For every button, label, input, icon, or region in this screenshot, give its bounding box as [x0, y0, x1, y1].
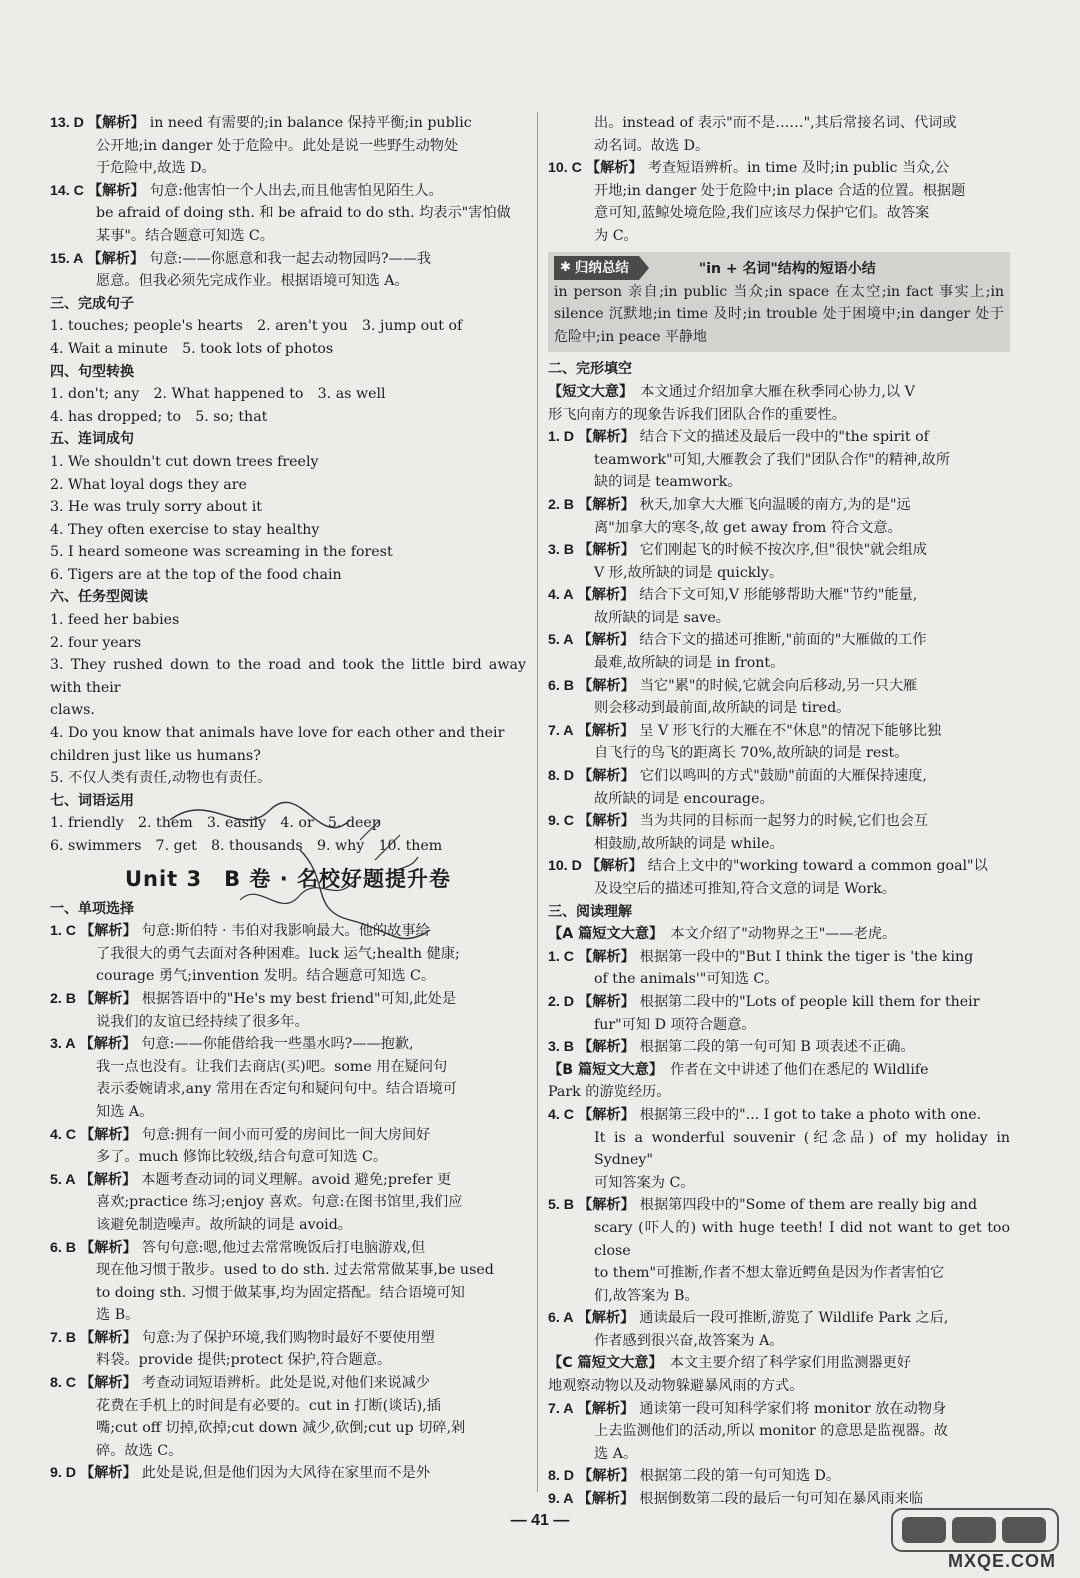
- item-continuation: V 形,故所缺的词是 quickly。: [594, 564, 784, 581]
- item-number: 9. C: [548, 813, 575, 830]
- analysis-tag: 【解析】: [578, 768, 635, 785]
- item-continuation: 缺的词是 teamwork。: [594, 474, 742, 491]
- answer-item: [548, 584, 1010, 607]
- answer-item: [50, 988, 526, 1011]
- item-continuation: scary (吓人的) with huge teeth! I did not want to get too close: [594, 1219, 1010, 1259]
- item-number: 7. A: [548, 1400, 574, 1417]
- analysis-tag: 【解析】: [87, 182, 145, 199]
- item-number: 9. A: [548, 1491, 574, 1508]
- passage-summary-label: 【短文大意】: [548, 383, 627, 400]
- answer-line: 3. They rushed down to the road and took the little bird away with their: [50, 657, 526, 696]
- answer-item: [50, 248, 526, 271]
- item-text: 句意:斯伯特 · 韦伯对我影响最大。他的故事给: [141, 923, 430, 940]
- item-continuation: 嘴;cut off 切掉,砍掉;cut down 减少,砍倒;cut up 切碎,剁: [96, 1420, 466, 1437]
- analysis-tag: 【解析】: [585, 160, 643, 177]
- passage-summary: [548, 923, 1010, 946]
- item-number: 8. D: [548, 768, 575, 785]
- answer-item: [548, 1307, 1010, 1330]
- item-continuation: 作者感到很兴奋,故答案为 A。: [594, 1332, 784, 1349]
- item-text: 当它"累"的时候,它就会向后移动,另一只大雁: [639, 677, 918, 694]
- item-continuation: 知选 A。: [96, 1103, 154, 1120]
- analysis-tag: 【解析】: [578, 542, 635, 559]
- item-continuation: of the animals'"可知选 C。: [594, 971, 779, 988]
- handwritten-scribble: [150, 780, 470, 980]
- item-number: 10. D: [548, 858, 582, 875]
- item-text: 此处是说,但是他们因为大风待在家里而不是外: [141, 1465, 431, 1482]
- watermark-url: MXQE.COM: [947, 1551, 1056, 1571]
- analysis-tag: 【解析】: [577, 722, 635, 739]
- answer-item: [548, 720, 1010, 743]
- answer-line: 1. don't; any 2. What happened to 3. as well: [50, 386, 386, 403]
- analysis-tag: 【解析】: [79, 1036, 137, 1053]
- item-continuation: 动名词。故选 D。: [594, 137, 710, 154]
- passage-summary-label: 【B 篇短文大意】: [548, 1061, 656, 1078]
- item-continuation: 多了。much 修饰比较级,结合句意可知选 C。: [96, 1149, 388, 1166]
- item-continuation: 喜欢;practice 练习;enjoy 喜欢。句意:在图书馆里,我们应: [96, 1194, 463, 1211]
- item-text: 结合上文中的"working toward a common goal"以: [647, 858, 988, 875]
- answer-item: [50, 1327, 526, 1350]
- watermark-logo: [890, 1505, 1060, 1555]
- analysis-tag: 【解析】: [80, 1126, 137, 1143]
- answer-item: [548, 494, 1010, 517]
- answer-item: [50, 112, 526, 135]
- item-continuation: 相鼓励,故所缺的词是 while。: [594, 835, 784, 852]
- item-text: 呈 V 形飞行的大雁在不"休息"的情况下能够比独: [639, 722, 942, 739]
- item-number: 10. C: [548, 160, 582, 177]
- summary-badge: [554, 256, 639, 280]
- item-number: 3. A: [50, 1036, 76, 1053]
- item-text: 它们刚起飞的时候不按次序,但"很快"就会组成: [639, 542, 927, 559]
- answer-line: claws.: [50, 702, 95, 719]
- analysis-tag: 【解析】: [578, 813, 635, 830]
- analysis-tag: 【解析】: [577, 1491, 635, 1508]
- item-continuation: 花费在手机上的时间是有必要的。cut in 打断(谈话),插: [96, 1397, 441, 1414]
- answer-item: [548, 1104, 1010, 1127]
- item-continuation: 某事"。结合题意可知选 C。: [96, 227, 274, 244]
- item-text: in need 有需要的;in balance 保持平衡;in public: [149, 115, 472, 131]
- item-continuation: 出。instead of 表示"而不是……",其后常接名词、代词或: [594, 115, 957, 131]
- item-continuation: 故所缺的词是 encourage。: [594, 790, 774, 807]
- item-continuation: 选 B。: [96, 1307, 140, 1324]
- answer-line: 6. swimmers 7. get 8. thousands 9. why 10. them: [50, 838, 443, 854]
- answer-line: 5. 不仅人类有责任,动物也有责任。: [50, 770, 272, 787]
- answer-line: 1. feed her babies: [50, 612, 180, 629]
- item-text: 根据第二段的第一句可知选 D。: [639, 1468, 841, 1485]
- item-continuation: 上去监测他们的活动,所以 monitor 的意思是监视器。故: [594, 1423, 948, 1440]
- analysis-tag: 【解析】: [80, 1329, 137, 1346]
- analysis-tag: 【解析】: [577, 1310, 635, 1327]
- item-continuation: 及设空后的描述可推知,符合文意的词是 Work。: [594, 881, 896, 897]
- item-text: 秋天,加拿大大雁飞向温暖的南方,为的是"远: [639, 496, 911, 513]
- item-text: 根据第二段中的"Lots of people kill them for their: [639, 993, 980, 1010]
- item-number: 3. B: [548, 542, 575, 559]
- passage-summary-text: 本文主要介绍了科学家们用监测器更好: [669, 1355, 911, 1372]
- item-number: 2. B: [50, 990, 77, 1007]
- analysis-tag: 【解析】: [87, 115, 145, 131]
- section-heading: 四、句型转换: [50, 363, 134, 380]
- item-number: 4. C: [548, 1106, 575, 1123]
- answer-line: 1. friendly 2. them 3. easily 4. or 5. deep: [50, 815, 381, 832]
- answer-line: 4. Do you know that animals have love for each other and their: [50, 725, 505, 742]
- analysis-tag: 【解析】: [578, 948, 635, 965]
- item-number: 5. B: [548, 1197, 575, 1214]
- item-text: 根据第三段中的"... I got to take a photo with one.: [639, 1106, 982, 1123]
- item-text: 结合下文的描述可推断,"前面的"大雁做的工作: [639, 632, 927, 649]
- passage-summary-text: 本文介绍了"动物界之王"——老虎。: [670, 926, 897, 943]
- right-column: [548, 112, 1010, 1511]
- answer-item: [548, 1036, 1010, 1059]
- answer-line: 4. has dropped; to 5. so; that: [50, 408, 268, 425]
- item-continuation: fur"可知 D 项符合题意。: [594, 1016, 756, 1033]
- answer-item: [548, 855, 1010, 878]
- item-number: 14. C: [50, 182, 84, 199]
- item-text: 句意:——你愿意和我一起去动物园吗?——我: [149, 250, 432, 267]
- answer-item: [548, 426, 1010, 449]
- item-text: 句意:他害怕一个人出去,而且他害怕见陌生人。: [149, 182, 443, 199]
- answer-item: [548, 629, 1010, 652]
- answer-item: [548, 539, 1010, 562]
- answer-line: 2. What loyal dogs they are: [50, 476, 247, 493]
- item-continuation: 为 C。: [594, 227, 638, 244]
- answer-line: Park 的游览经历。: [548, 1084, 671, 1101]
- passage-summary-label: 【C 篇短文大意】: [548, 1355, 656, 1372]
- item-continuation: 现在他习惯于散步。used to do sth. 过去常常做某事,be used: [96, 1262, 494, 1279]
- answer-item: [548, 1194, 1010, 1217]
- passage-summary: [548, 381, 1010, 404]
- item-text: 根据答语中的"He's my best friend"可知,此处是: [141, 990, 457, 1007]
- answer-item: [548, 1465, 1010, 1488]
- answer-item: [50, 1372, 526, 1395]
- item-continuation: 愿意。但我必须先完成作业。根据语境可知选 A。: [96, 273, 409, 290]
- answer-item: [50, 1033, 526, 1056]
- item-text: 通读最后一段可推断,游览了 Wildlife Park 之后,: [639, 1310, 949, 1327]
- item-text: 根据倒数第二段的最后一句可知在暴风雨来临: [639, 1491, 924, 1508]
- analysis-tag: 【解析】: [80, 990, 137, 1007]
- item-continuation: 离"加拿大的寒冬,故 get away from 符合文意。: [594, 519, 902, 536]
- item-number: 4. A: [548, 587, 574, 604]
- analysis-tag: 【解析】: [80, 923, 137, 940]
- answer-item: [548, 1398, 1010, 1421]
- item-number: 1. D: [548, 429, 575, 446]
- summary-box: [548, 252, 1010, 353]
- item-number: 7. A: [548, 722, 574, 739]
- passage-summary: [548, 1059, 1010, 1082]
- answer-item: [50, 1237, 526, 1260]
- analysis-tag: 【解析】: [578, 993, 635, 1010]
- item-text: 它们以鸣叫的方式"鼓励"前面的大雁保持速度,: [639, 768, 927, 785]
- watermark: [890, 1505, 1060, 1573]
- item-number: 9. D: [50, 1465, 77, 1482]
- item-number: 8. C: [50, 1375, 77, 1392]
- item-text: 通读第一段可知科学家们将 monitor 放在动物身: [639, 1400, 947, 1417]
- item-text: 结合下文可知,V 形能够帮助大雁"节约"能量,: [639, 587, 918, 604]
- answer-line: children just like us humans?: [50, 747, 261, 764]
- passage-summary-text: 作者在文中讲述了他们在悉尼的 Wildlife: [670, 1061, 929, 1078]
- item-continuation: 于危险中,故选 D。: [96, 160, 216, 177]
- unit-title: Unit 3 B 卷 · 名校好题提升卷: [124, 866, 452, 891]
- summary-title: "in + 名词"结构的短语小结: [698, 260, 876, 277]
- item-number: 2. D: [548, 993, 575, 1010]
- item-number: 15. A: [50, 250, 84, 267]
- item-number: 6. A: [548, 1310, 574, 1327]
- answer-line: 4. Wait a minute 5. took lots of photos: [50, 340, 334, 357]
- analysis-tag: 【解析】: [80, 1465, 137, 1482]
- item-continuation: 料袋。provide 提供;protect 保护,符合题意。: [96, 1352, 392, 1369]
- section-heading: 七、词语运用: [50, 792, 134, 809]
- answer-item: [548, 675, 1010, 698]
- column-divider: [537, 112, 538, 1492]
- item-number: 6. B: [50, 1239, 77, 1256]
- analysis-tag: 【解析】: [80, 1239, 137, 1256]
- section-heading: 五、连词成句: [50, 431, 134, 448]
- answer-item: [50, 1169, 526, 1192]
- answer-item: [548, 765, 1010, 788]
- answer-item: [548, 991, 1010, 1014]
- answer-item: [548, 810, 1010, 833]
- item-continuation: teamwork"可知,大雁教会了我们"团队合作"的精神,故所: [594, 451, 951, 468]
- analysis-tag: 【解析】: [578, 1039, 635, 1056]
- item-text: 句意:——你能借给我一些墨水吗?——抱歉,: [141, 1036, 414, 1053]
- answer-line: 1. We shouldn't cut down trees freely: [50, 453, 319, 470]
- item-text: 考查短语辨析。in time 及时;in public 当众,公: [647, 160, 950, 177]
- item-text: 句意:拥有一间小而可爱的房间比一间大房间好: [141, 1126, 431, 1143]
- analysis-tag: 【解析】: [79, 1171, 137, 1188]
- item-continuation: 们,故答案为 B。: [594, 1287, 699, 1304]
- item-continuation: 最难,故所缺的词是 in front。: [594, 655, 785, 672]
- analysis-tag: 【解析】: [585, 858, 643, 875]
- answer-line: 1. touches; people's hearts 2. aren't you 3. jump out of: [50, 318, 463, 335]
- item-number: 6. B: [548, 677, 575, 694]
- item-continuation: 表示委婉请求,any 常用在否定句和疑问句中。结合语境可: [96, 1081, 457, 1098]
- section-heading: 六、任务型阅读: [50, 589, 148, 606]
- item-continuation: 可知答案为 C。: [594, 1174, 695, 1191]
- item-continuation: 开地;in danger 处于危险中;in place 合适的位置。根据题: [594, 182, 966, 199]
- answer-line: 6. Tigers are at the top of the food chain: [50, 566, 342, 583]
- item-continuation: 故所缺的词是 save。: [594, 609, 730, 626]
- answer-line: 2. four years: [50, 634, 142, 651]
- answer-line: 4. They often exercise to stay healthy: [50, 521, 320, 538]
- star-icon: ✱: [560, 259, 571, 275]
- item-continuation: 则会移动到最前面,故所缺的词是 tired。: [594, 700, 851, 717]
- item-continuation: 意可知,蓝鲸处境危险,我们应该尽力保护它们。故答案: [594, 205, 930, 222]
- item-continuation: to them"可推断,作者不想太靠近鳄鱼是因为作者害怕它: [594, 1265, 945, 1282]
- item-text: 根据第四段中的"Some of them are really big and: [639, 1197, 978, 1214]
- item-number: 2. B: [548, 496, 575, 513]
- item-number: 7. B: [50, 1329, 77, 1346]
- summary-header: [554, 255, 1004, 281]
- item-text: 根据第二段的第一句可知 B 项表述不正确。: [639, 1039, 915, 1056]
- item-continuation: 碎。故选 C。: [96, 1442, 183, 1459]
- item-text: 答句句意:嗯,他过去常常晚饭后打电脑游戏,但: [141, 1239, 426, 1256]
- answer-item: [50, 180, 526, 203]
- answer-line: 形飞向南方的现象告诉我们团队合作的重要性。: [548, 406, 846, 423]
- item-text: 结合下文的描述及最后一段中的"the spirit of: [639, 429, 929, 446]
- item-number: 13. D: [50, 115, 84, 131]
- item-text: 根据第一段中的"But I think the tiger is 'the king: [639, 948, 974, 965]
- answer-line: 5. I heard someone was screaming in the forest: [50, 544, 393, 561]
- passage-summary-text: 本文通过介绍加拿大雁在秋季同心协力,以 V: [640, 383, 915, 400]
- answer-item: [50, 1462, 526, 1485]
- item-continuation: courage 勇气;invention 发明。结合题意可知选 C。: [96, 968, 436, 985]
- item-continuation: be afraid of doing sth. 和 be afraid to do sth. 均表示"害怕做: [96, 205, 511, 222]
- analysis-tag: 【解析】: [577, 1400, 635, 1417]
- item-continuation: 公开地;in danger 处于危险中。此处是说一些野生动物处: [96, 137, 459, 154]
- analysis-tag: 【解析】: [578, 1197, 635, 1214]
- item-text: 本题考查动词的词义理解。avoid 避免;prefer 更: [141, 1171, 452, 1188]
- item-continuation: It is a wonderful souvenir (纪念品) of my holiday in Sydney": [594, 1129, 1010, 1169]
- item-number: 5. A: [50, 1171, 76, 1188]
- analysis-tag: 【解析】: [80, 1375, 137, 1392]
- answer-item: [548, 157, 1010, 180]
- answer-item: [50, 1124, 526, 1147]
- item-text: 句意:为了保护环境,我们购物时最好不要使用塑: [141, 1329, 435, 1346]
- item-number: 1. C: [50, 923, 77, 940]
- analysis-tag: 【解析】: [578, 1468, 635, 1485]
- analysis-tag: 【解析】: [578, 677, 635, 694]
- analysis-tag: 【解析】: [577, 587, 635, 604]
- answer-line: 3. He was truly sorry about it: [50, 499, 262, 516]
- item-text: 当为共同的目标而一起努力的时候,它们也会互: [639, 813, 929, 830]
- answer-line: 地观察动物以及动物躲避暴风雨的方式。: [548, 1378, 804, 1395]
- item-continuation: 了我很大的勇气去面对各种困难。luck 运气;health 健康;: [96, 945, 460, 962]
- passage-summary-label: 【A 篇短文大意】: [548, 926, 657, 943]
- page-number: — 41 —: [510, 1512, 570, 1529]
- item-number: 1. C: [548, 948, 575, 965]
- item-continuation: 我一点也没有。让我们去商店(买)吧。some 用在疑问句: [96, 1058, 448, 1075]
- analysis-tag: 【解析】: [578, 429, 635, 446]
- analysis-tag: 【解析】: [578, 496, 635, 513]
- analysis-tag: 【解析】: [578, 1106, 635, 1123]
- item-continuation: 该避免制造噪声。故所缺的词是 avoid。: [96, 1216, 352, 1233]
- item-number: 3. B: [548, 1039, 575, 1056]
- passage-summary: [548, 1352, 1010, 1375]
- answer-item: [548, 946, 1010, 969]
- analysis-tag: 【解析】: [87, 250, 145, 267]
- item-continuation: 选 A。: [594, 1445, 638, 1462]
- item-number: 8. D: [548, 1468, 575, 1485]
- section-heading: 一、单项选择: [50, 900, 134, 917]
- item-continuation: 自飞行的鸟飞的距离长 70%,故所缺的词是 rest。: [594, 745, 909, 762]
- section-heading: 三、阅读理解: [548, 903, 632, 920]
- item-number: 5. A: [548, 632, 574, 649]
- item-text: 考查动词短语辨析。此处是说,对他们来说减少: [141, 1375, 431, 1392]
- item-number: 4. C: [50, 1126, 77, 1143]
- summary-badge-label: 归纳总结: [574, 259, 629, 276]
- analysis-tag: 【解析】: [577, 632, 635, 649]
- section-heading: 三、完成句子: [50, 295, 134, 312]
- item-continuation: to doing sth. 习惯于做某事,均为固定搭配。结合语境可知: [96, 1284, 465, 1301]
- summary-body: in person 亲自;in public 当众;in space 在太空;in fact 事实上;in silence 沉默地;in time 及时;in trouble 处于困境中;in danger 处于危险中;in peace 平静地: [554, 283, 1004, 345]
- section-heading: 二、完形填空: [548, 361, 632, 378]
- item-continuation: 说我们的友谊已经持续了很多年。: [96, 1013, 309, 1030]
